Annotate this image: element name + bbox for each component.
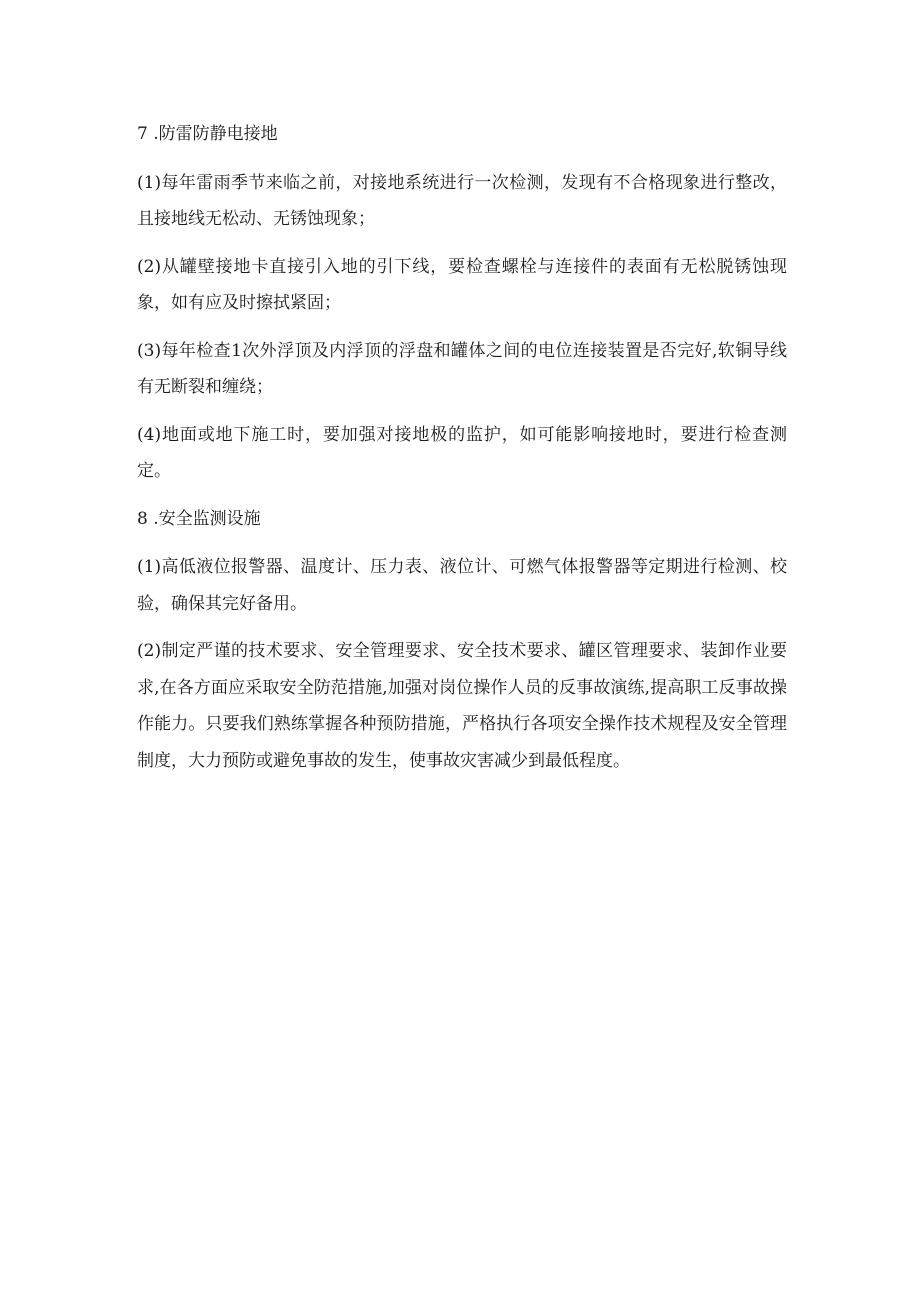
section-8-heading: 8 .安全监测设施: [137, 508, 261, 529]
section-8-item-1: (1)高低液位报警器、温度计、压力表、液位计、可燃气体报警器等定期进行检测、校验，确保其完好备用。: [137, 557, 787, 614]
section-7-item-4: (4)地面或地下施工时，要加强对接地极的监护，如可能影响接地时，要进行检查测定。: [137, 424, 787, 481]
section-8-item-2: (2)制定严谨的技术要求、安全管理要求、安全技术要求、罐区管理要求、装卸作业要求,在各方面应采取安全防范措施,加强对岗位操作人员的反事故演练,提高职工反事故操作能力。只要我们熟练掌握各种预防措施，严格执行各项安全操作技术规程及安全管理制度，大力预防或避免事故的发生，使事故灾害减少到最低程度。: [137, 641, 787, 771]
section-7-heading: 7 .防雷防静电接地: [137, 124, 278, 144]
section-7-item-3: (3)每年检查1次外浮顶及内浮顶的浮盘和罐体之间的电位连接装置是否完好,软铜导线有无断裂和缠绕；: [137, 340, 787, 397]
document-body: [137, 116, 787, 790]
section-7-item-2: (2)从罐壁接地卡直接引入地的引下线，要检查螺栓与连接件的表面有无松脱锈蚀现象，如有应及时擦拭紧固；: [137, 256, 787, 313]
section-7-item-1: (1)每年雷雨季节来临之前，对接地系统进行一次检测，发现有不合格现象进行整改，且接地线无松动、无锈蚀现象；: [137, 172, 787, 229]
